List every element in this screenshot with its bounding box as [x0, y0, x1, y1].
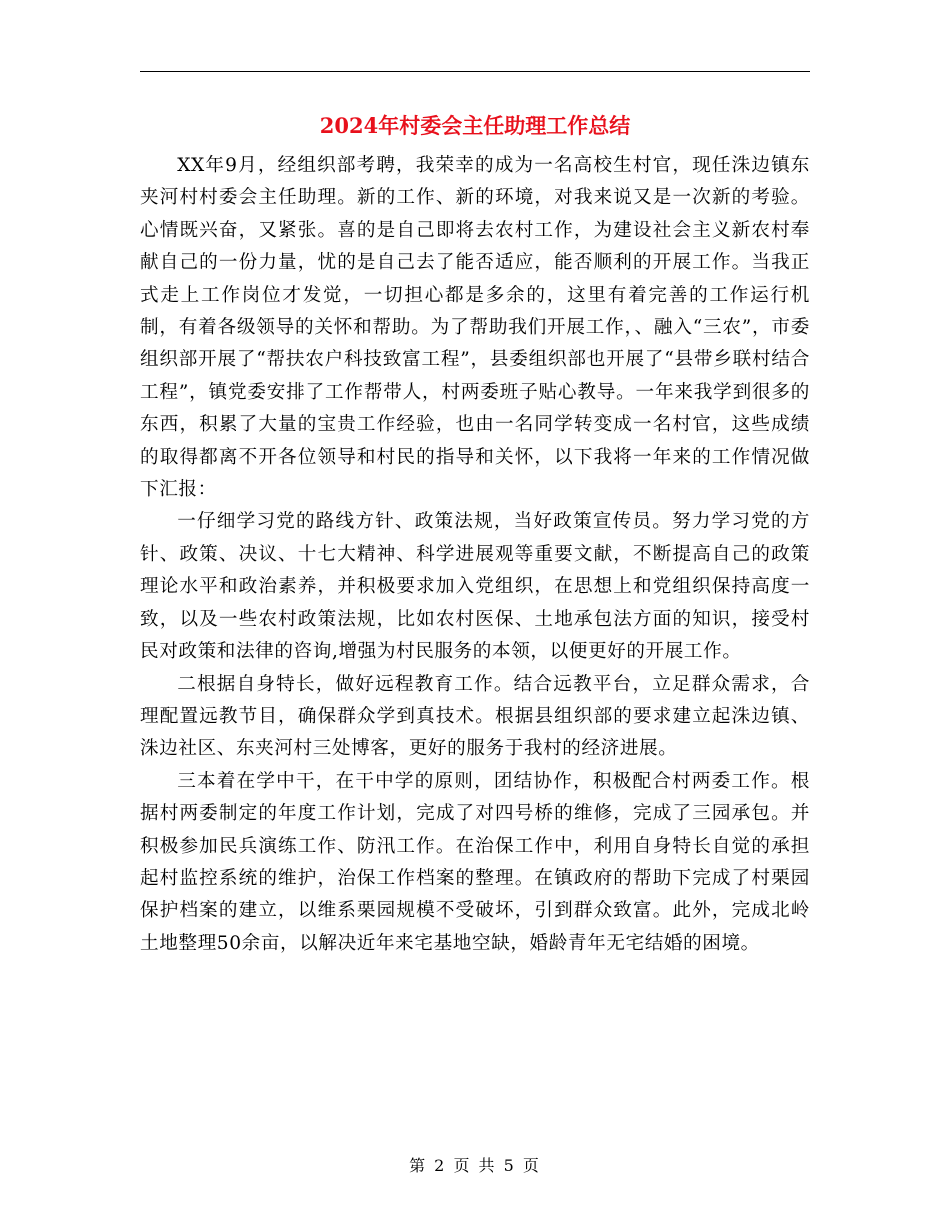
document-title: 2024年村委会主任助理工作总结	[319, 113, 631, 138]
header-rule	[140, 71, 810, 72]
page-number-footer: 第 2 页 共 5 页	[409, 1156, 541, 1175]
paragraph-intro: XX年9月，经组织部考聘，我荣幸的成为一名高校生村官，现任洙边镇东夹河村村委会主任助理。新的工作、新的环境，对我来说又是一次新的考验。心情既兴奋，又紧张。喜的是自己即将去农村工作，为建设社会主义新农村奉献自己的一份力量，忧的是自己去了能否适应，能否顺利的开展工作。当我正式走上工作岗位才发觉，一切担心都是多余的，这里有着完善的工作运行机制，有着各级领导的关怀和帮助。为了帮助我们开展工作，、融入“三农”，市委组织部开展了“帮扶农户科技致富工程”，县委组织部也开展了“县带乡联村结合工程”，镇党委安排了工作帮带人，村两委班子贴心教导。一年来我学到很多的东西，积累了大量的宝贵工作经验，也由一名同学转变成一名村官，这些成绩的取得都离不开各位领导和村民的指导和关怀，以下我将一年来的工作情况做下汇报：	[140, 155, 810, 501]
document-body	[140, 150, 810, 960]
paragraph-policy-study: 一仔细学习党的路线方针、政策法规，当好政策宣传员。努力学习党的方针、政策、决议、十七大精神、科学进展观等重要文献，不断提高自己的政策理论水平和政治素养，并积极要求加入党组织，在思想上和党组织保持高度一致，以及一些农村政策法规，比如农村医保、土地承包法方面的知识，接受村民对政策和法律的咨询,增强为村民服务的本领，以便更好的开展工作。	[140, 511, 810, 663]
paragraph-village-work: 三本着在学中干，在干中学的原则，团结协作，积极配合村两委工作。根据村两委制定的年度工作计划，完成了对四号桥的维修，完成了三园承包。并积极参加民兵演练工作、防汛工作。在治保工作中，利用自身特长自觉的承担起村监控系统的维护，治保工作档案的整理。在镇政府的帮助下完成了村栗园保护档案的建立，以维系栗园规模不受破坏，引到群众致富。此外，完成北岭土地整理50余亩，以解决近年来宅基地空缺，婚龄青年无宅结婚的困境。	[140, 770, 810, 954]
paragraph-remote-education: 二根据自身特长，做好远程教育工作。结合远教平台，立足群众需求，合理配置远教节目，确保群众学到真技术。根据县组织部的要求建立起洙边镇、洙边社区、东夹河村三处博客，更好的服务于我村的经济进展。	[140, 673, 810, 760]
